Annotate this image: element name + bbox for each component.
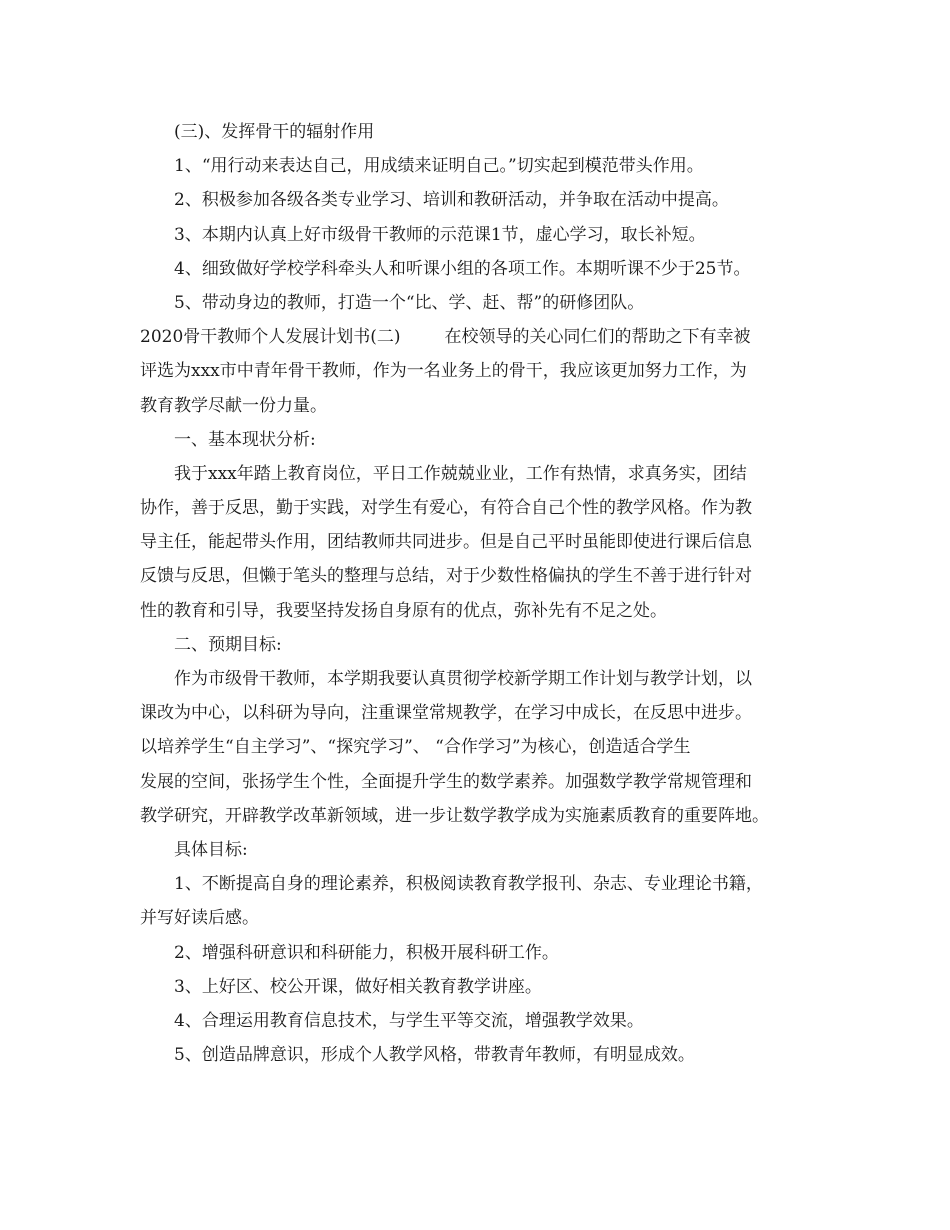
section-heading-current-status: 一、基本现状分析: <box>174 429 316 450</box>
list-item: 1、不断提高自身的理论素养，积极阅读教育教学报刊、杂志、专业理论书籍， <box>174 874 763 895</box>
list-item: 1、“用行动来表达自己，用成绩来证明自己。”切实起到模范带头作用。 <box>174 156 704 177</box>
document-title: 2020骨干教师个人发展计划书(二) <box>140 327 401 348</box>
paragraph-line: 作为市级骨干教师，本学期我要认真贯彻学校新学期工作计划与教学计划，以 <box>174 669 752 689</box>
section-heading-goals: 二、预期目标: <box>174 634 282 655</box>
paragraph-line: 性的教育和引导，我要坚持发扬自身原有的优点，弥补先有不足之处。 <box>140 600 667 621</box>
paragraph-line: 协作，善于反思，勤于实践，对学生有爱心，有符合自己个性的教学风格。作为教 <box>140 498 752 519</box>
section-heading-specific-goals: 具体目标: <box>174 839 248 860</box>
list-item-continuation: 并写好读后感。 <box>140 908 259 929</box>
document-body <box>140 115 830 1072</box>
paragraph-text: 在校领导的关心同仁们的帮助之下有幸被 <box>444 327 751 348</box>
list-item: 2、积极参加各级各类专业学习、培训和教研活动，并争取在活动中提高。 <box>174 190 729 211</box>
list-item: 4、合理运用教育信息技术，与学生平等交流，增强教学效果。 <box>174 1010 644 1031</box>
list-item: 5、带动身边的教师，打造一个“比、学、赶、帮”的研修团队。 <box>174 292 645 313</box>
list-item: 3、本期内认真上好市级骨干教师的示范课1节，虚心学习，取长补短。 <box>174 224 706 245</box>
document-title-line <box>140 320 830 354</box>
list-item: 5、创造品牌意识，形成个人教学风格，带教青年教师，有明显成效。 <box>174 1045 695 1066</box>
paragraph-line: 评选为xxx市中青年骨干教师，作为一名业务上的骨干，我应该更加努力工作，为 <box>140 361 747 382</box>
paragraph-line: 反馈与反思，但懒于笔头的整理与总结，对于少数性格偏执的学生不善于进行针对 <box>140 566 752 587</box>
paragraph-line: 导主任，能起带头作用，团结教师共同进步。但是自己平时虽能即使进行课后信息 <box>140 532 752 553</box>
paragraph-line: 以培养学生“自主学习”、“探究学习”、 “合作学习”为核心，创造适合学生 <box>140 737 691 758</box>
paragraph-line: 我于xxx年踏上教育岗位，平日工作兢兢业业，工作有热情，求真务实，团结 <box>174 463 747 484</box>
paragraph-line: 课改为中心，以科研为导向，注重课堂常规教学，在学习中成长，在反思中进步。 <box>140 703 752 724</box>
list-item: 4、细致做好学校学科牵头人和听课小组的各项工作。本期听课不少于25节。 <box>174 258 751 279</box>
paragraph-line: 教学研究，开辟教学改革新领域，进一步让数学教学成为实施素质教育的重要阵地。 <box>140 805 769 826</box>
list-item: 2、增强科研意识和科研能力，积极开展科研工作。 <box>174 942 559 963</box>
list-item: 3、上好区、校公开课，做好相关教育教学讲座。 <box>174 976 542 997</box>
paragraph-line: 教育教学尽献一份力量。 <box>140 395 327 416</box>
paragraph-line: 发展的空间，张扬学生个性，全面提升学生的数学素养。加强数学教学常规管理和 <box>140 771 752 792</box>
section-heading-radiation: (三)、发挥骨干的辐射作用 <box>174 122 375 142</box>
